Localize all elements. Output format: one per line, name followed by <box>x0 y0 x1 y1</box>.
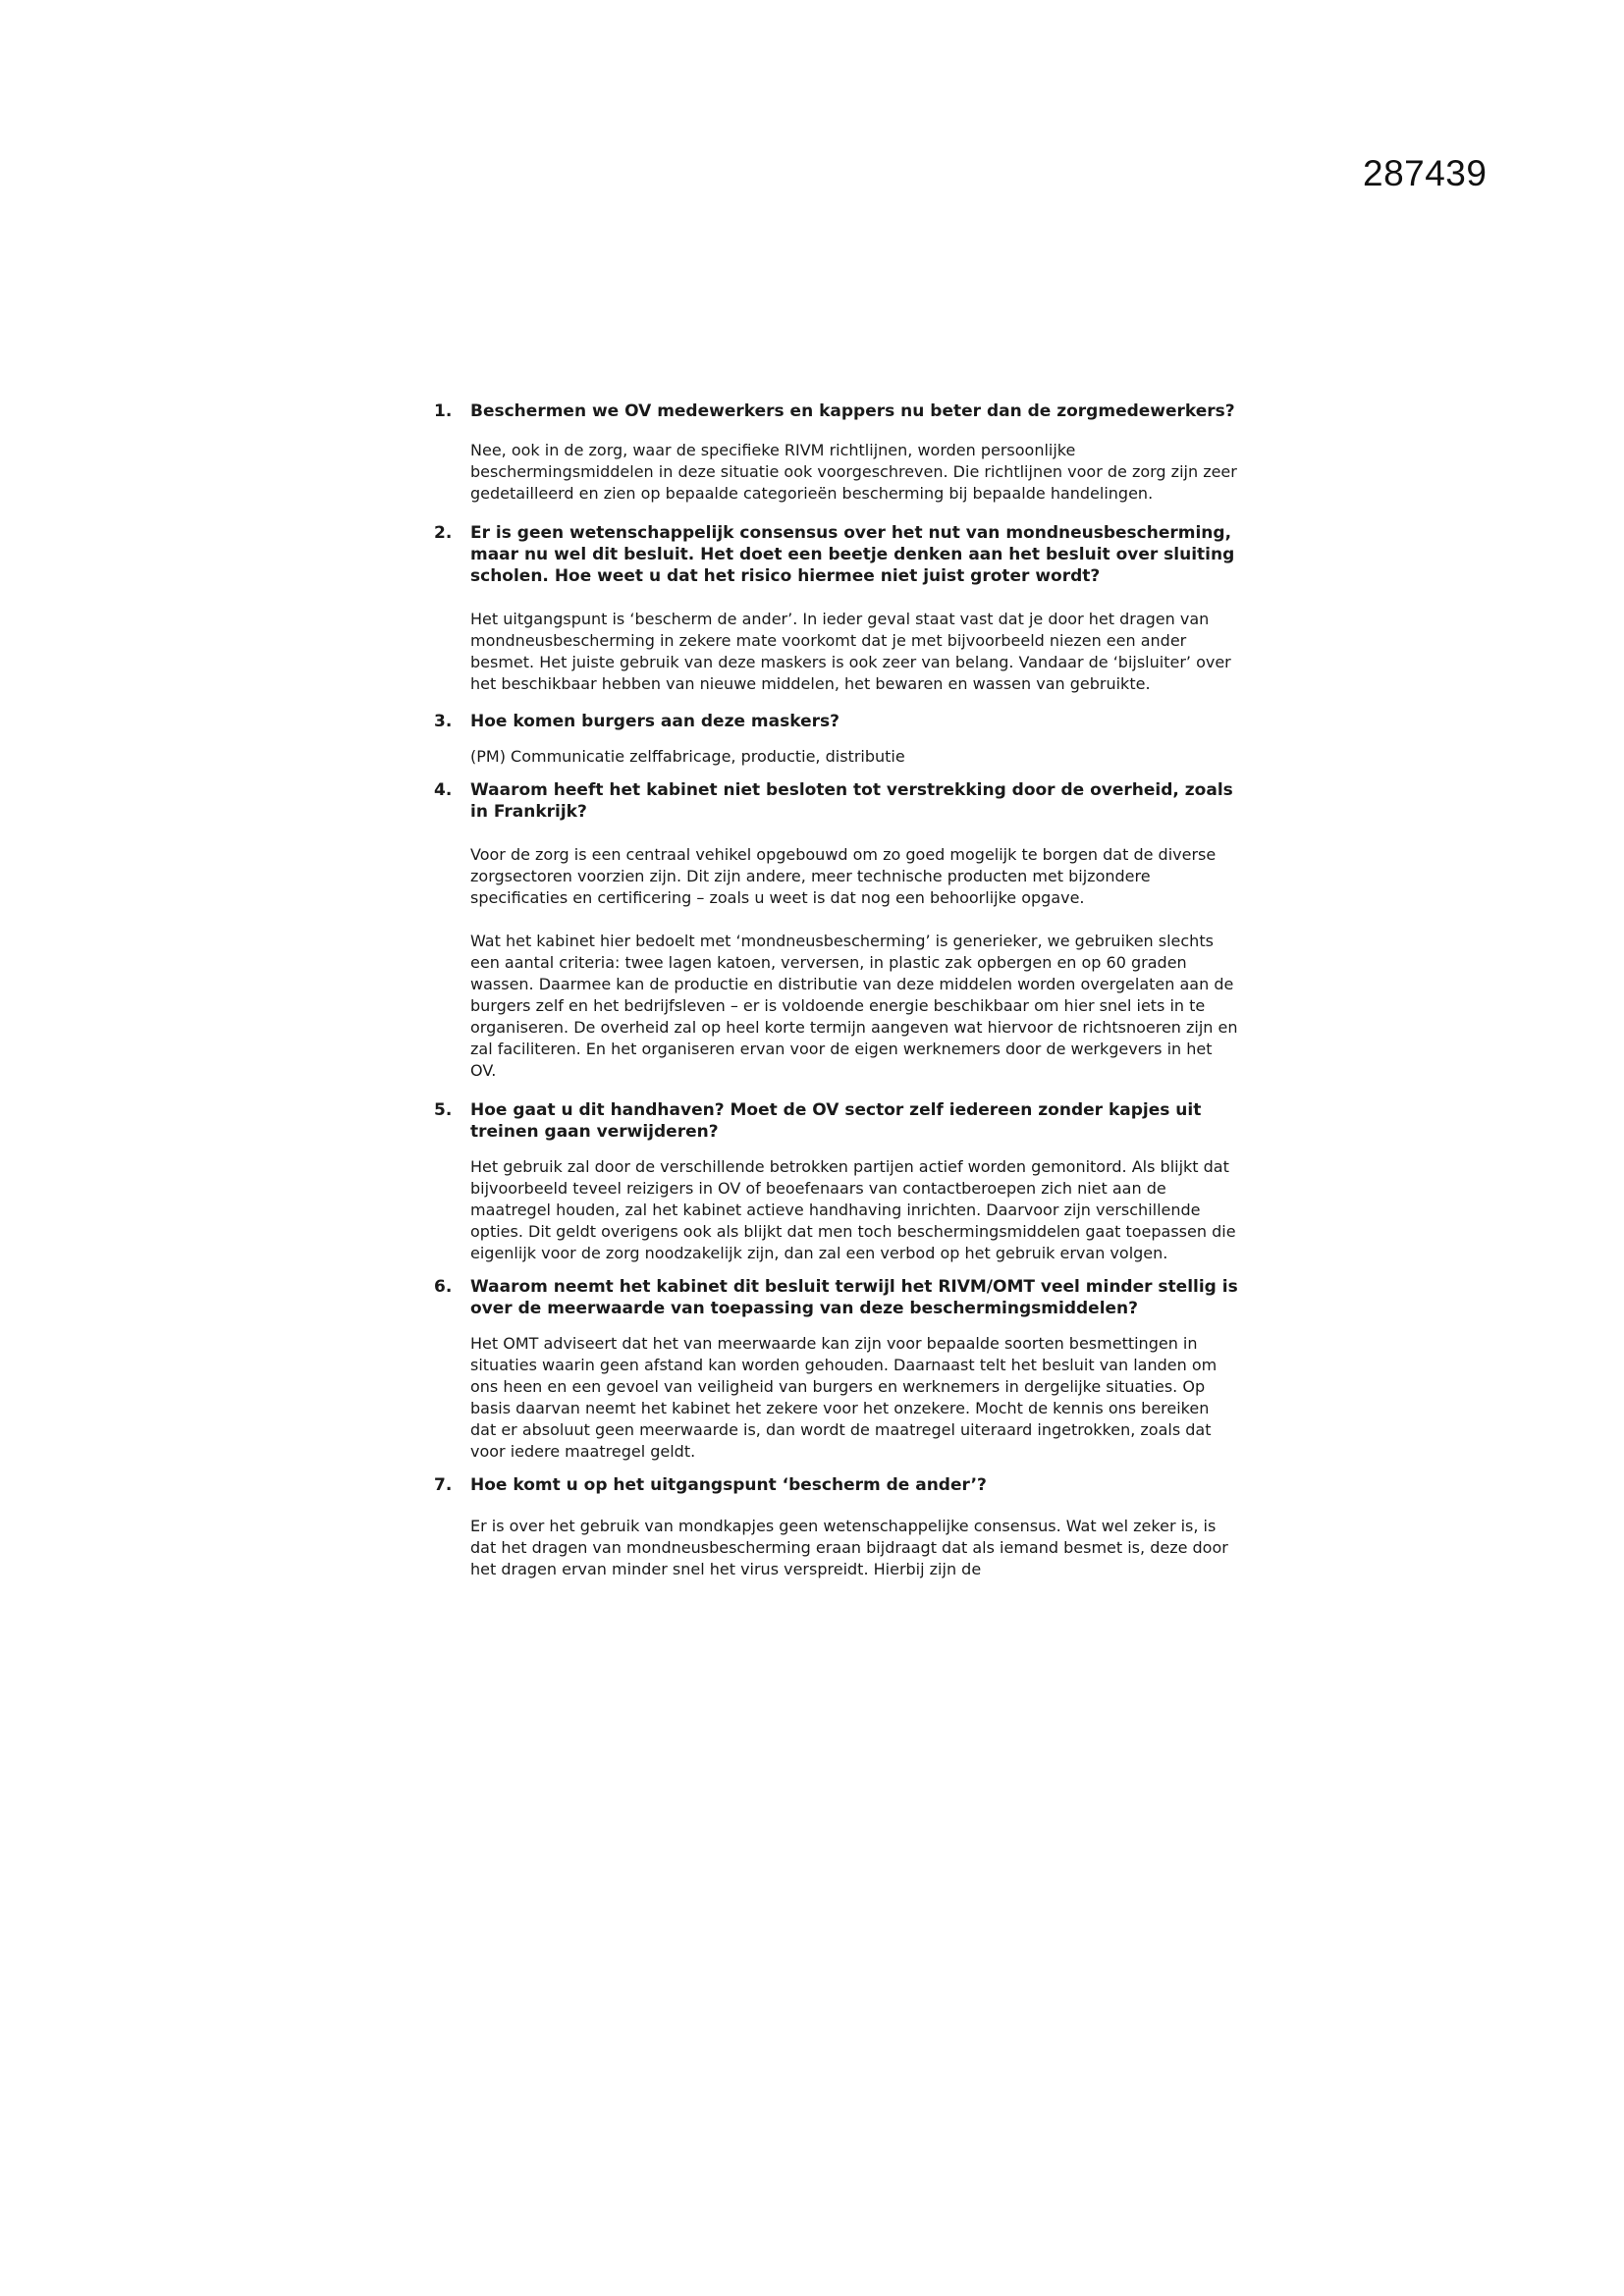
question-number: 7. <box>434 1475 453 1495</box>
qa-item <box>434 1474 1239 1580</box>
question-text: Hoe komt u op het uitgangspunt ‘bescherm de ander’? <box>470 1475 987 1495</box>
question-number: 6. <box>434 1277 453 1297</box>
qa-item <box>434 1099 1239 1264</box>
question-text: Hoe komen burgers aan deze maskers? <box>470 712 839 731</box>
question-text: Hoe gaat u dit handhaven? Moet de OV sector zelf iedereen zonder kapjes uit treinen gaan verwijderen? <box>470 1100 1202 1142</box>
question-text: Waarom neemt het kabinet dit besluit terwijl het RIVM/OMT veel minder stellig is over de meerwaarde van toepassing van deze beschermingsmiddelen? <box>470 1277 1238 1318</box>
question-number: 1. <box>434 401 453 421</box>
question-number: 3. <box>434 712 453 731</box>
question-text: Beschermen we OV medewerkers en kappers nu beter dan de zorgmedewerkers? <box>470 401 1235 421</box>
answer-text: (PM) Communicatie zelffabricage, productie, distributie <box>470 747 905 766</box>
document-number: 287439 <box>1363 153 1488 193</box>
answer-text: Er is over het gebruik van mondkapjes geen wetenschappelijke consensus. Wat wel zeker is, is dat het dragen van mondneusbescherming eraan bijdraagt dat als iemand besmet is, deze door het dragen ervan minder snel het virus verspreidt. Hierbij zijn de <box>470 1517 1228 1578</box>
qa-item <box>434 711 1239 768</box>
answer-text: Nee, ook in de zorg, waar de specifieke RIVM richtlijnen, worden persoonlijke beschermingsmiddelen in deze situatie ook voorgeschreven. Die richtlijnen voor de zorg zijn zeer gedetailleerd en zien op bepaalde categorieën bescherming bij bepaalde handelingen. <box>470 441 1237 503</box>
answer-text: Het uitgangspunt is ‘bescherm de ander’. In ieder geval staat vast dat je door het dragen van mondneusbescherming in zekere mate voorkomt dat je met bijvoorbeeld niezen een ander besmet. Het juiste gebruik van deze maskers is ook zeer van belang. Vandaar de ‘bijsluiter’ over het beschikbaar hebben van nieuwe middelen, het bewaren en wassen van gebruikte. <box>470 610 1231 693</box>
answer-text: Wat het kabinet hier bedoelt met ‘mondneusbescherming’ is generieker, we gebruiken slechts een aantal criteria: twee lagen katoen, verversen, in plastic zak opbergen en op 60 graden wassen. Daarmee kan de productie en distributie van deze middelen worden overgelaten aan de burgers zelf en het bedrijfsleven – er is voldoende energie beschikbaar om hier snel iets in te organiseren. De overheid zal op heel korte termijn aangeven wat hiervoor de richtsnoeren zijn en zal faciliteren. En het organiseren ervan voor de eigen werknemers door de werkgevers in het OV. <box>470 932 1238 1080</box>
qa-item <box>434 779 1239 1082</box>
answer-text: Het gebruik zal door de verschillende betrokken partijen actief worden gemonitord. Als blijkt dat bijvoorbeeld teveel reizigers in OV of beoefenaars van contactberoepen zich niet aan de maatregel houden, zal het kabinet actieve handhaving inrichten. Daarvoor zijn verschillende opties. Dit geldt overigens ook als blijkt dat men toch beschermingsmiddelen gaat toepassen die eigenlijk voor de zorg noodzakelijk zijn, dan zal een verbod op het gebruik ervan volgen. <box>470 1157 1236 1262</box>
qa-item <box>434 1276 1239 1463</box>
answer-text: Voor de zorg is een centraal vehikel opgebouwd om zo goed mogelijk te borgen dat de diverse zorgsectoren voorzien zijn. Dit zijn andere, meer technische producten met bijzondere specificaties en certificering – zoals u weet is dat nog een behoorlijke opgave. <box>470 845 1217 907</box>
question-text: Er is geen wetenschappelijk consensus over het nut van mondneusbescherming, maar nu wel dit besluit. Het doet een beetje denken aan het besluit over sluiting scholen. Hoe weet u dat het risico hiermee niet juist groter wordt? <box>470 523 1235 586</box>
question-number: 4. <box>434 780 453 800</box>
question-number: 2. <box>434 523 453 543</box>
answer-text: Het OMT adviseert dat het van meerwaarde kan zijn voor bepaalde soorten besmettingen in situaties waarin geen afstand kan worden gehouden. Daarnaast telt het besluit van landen om ons heen en een gevoel van veiligheid van burgers en werknemers in dergelijke situaties. Op basis daarvan neemt het kabinet het zekere voor het onzekere. Mocht de kennis ons bereiken dat er absoluut geen meerwaarde is, dan wordt de maatregel uiteraard ingetrokken, zoals dat voor iedere maatregel geldt. <box>470 1334 1218 1461</box>
qa-item <box>434 522 1239 695</box>
question-number: 5. <box>434 1100 453 1120</box>
question-text: Waarom heeft het kabinet niet besloten tot verstrekking door de overheid, zoals in Frankrijk? <box>470 780 1233 822</box>
qa-item <box>434 400 1239 505</box>
qa-list <box>434 400 1239 1580</box>
